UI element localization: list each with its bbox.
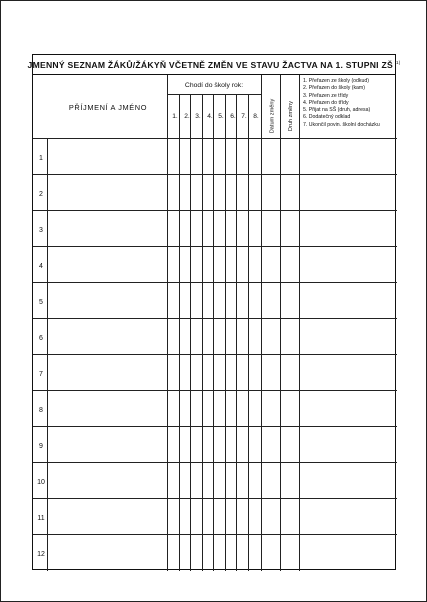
column-divider bbox=[299, 75, 300, 571]
title-footnote: 1) bbox=[395, 59, 401, 65]
year-col-3: 3. bbox=[195, 112, 201, 120]
legend-item: 1. Přeřazen ze školy (odkud) bbox=[303, 78, 370, 84]
header-divider bbox=[33, 138, 397, 139]
year-column-divider bbox=[190, 94, 191, 571]
year-group-header: Chodí do školy rok: bbox=[184, 81, 244, 89]
row-divider bbox=[33, 318, 397, 319]
row-number: 7 bbox=[39, 370, 43, 378]
column-divider bbox=[261, 75, 262, 571]
row-divider bbox=[33, 282, 397, 283]
row-divider bbox=[33, 498, 397, 499]
year-column-divider bbox=[213, 94, 214, 571]
change-legend bbox=[303, 78, 395, 129]
row-number: 10 bbox=[37, 478, 45, 486]
year-col-7: 7. bbox=[241, 112, 247, 120]
form-title-text: JMENNÝ SEZNAM ŽÁKŮ/ŽÁKYŇ VČETNĚ ZMĚN VE STAVU ŽACTVA NA 1. STUPNI ZŠ bbox=[27, 59, 393, 70]
legend-item: 2. Přeřazen do školy (kam) bbox=[303, 85, 365, 92]
legend-item: 4. Přeřazen do třídy bbox=[303, 99, 349, 106]
year-col-6: 6. bbox=[230, 112, 236, 120]
legend-item: 5. Přijat na SŠ (druh, adresa) bbox=[303, 107, 371, 114]
student-list-table bbox=[27, 54, 401, 570]
year-column-divider bbox=[202, 94, 203, 571]
row-divider bbox=[33, 246, 397, 247]
row-number: 11 bbox=[37, 514, 45, 522]
column-divider bbox=[280, 75, 281, 571]
row-divider bbox=[33, 210, 397, 211]
year-column-divider bbox=[236, 94, 237, 571]
name-column-header: PŘÍJMENÍ A JMÉNO bbox=[68, 102, 148, 112]
row-divider bbox=[33, 174, 397, 175]
year-column-divider bbox=[225, 94, 226, 571]
year-col-1: 1. bbox=[172, 112, 178, 120]
column-divider bbox=[167, 75, 168, 571]
legend-item: 7. Ukončil povin. školní docházku bbox=[303, 121, 380, 128]
row-divider bbox=[33, 390, 397, 391]
year-header-divider bbox=[167, 94, 261, 95]
row-divider bbox=[33, 426, 397, 427]
row-divider bbox=[33, 534, 397, 535]
row-number: 3 bbox=[39, 226, 43, 234]
row-number: 4 bbox=[39, 262, 43, 270]
row-number: 9 bbox=[39, 442, 43, 450]
legend-item: 6. Dodatečný odklad bbox=[303, 114, 351, 121]
change-type-header bbox=[282, 94, 300, 138]
row-divider bbox=[33, 354, 397, 355]
date-change-label: Datum změny bbox=[269, 98, 276, 134]
row-number: 5 bbox=[39, 298, 43, 306]
year-col-4: 4. bbox=[207, 112, 213, 120]
row-number: 6 bbox=[39, 334, 43, 342]
row-number: 1 bbox=[39, 154, 43, 162]
legend-item: 3. Přeřazen ze třídy bbox=[303, 92, 349, 99]
year-column-divider bbox=[248, 94, 249, 571]
year-col-2: 2. bbox=[184, 112, 190, 120]
form-title bbox=[28, 60, 401, 70]
row-divider bbox=[33, 462, 397, 463]
date-change-header bbox=[263, 94, 281, 138]
row-number: 8 bbox=[39, 406, 43, 414]
change-type-label: Druh změny bbox=[288, 100, 294, 132]
year-col-8: 8. bbox=[253, 112, 259, 120]
year-column-divider bbox=[179, 94, 180, 571]
year-col-5: 5. bbox=[218, 112, 224, 120]
title-bar bbox=[27, 55, 401, 75]
row-number: 2 bbox=[39, 190, 43, 198]
row-number: 12 bbox=[37, 550, 45, 558]
